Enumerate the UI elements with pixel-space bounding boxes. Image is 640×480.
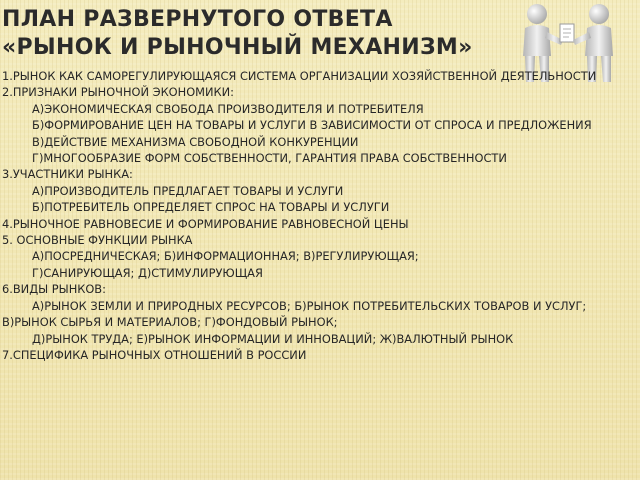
title-line-2: «РЫНОК И РЫНОЧНЫЙ МЕХАНИЗМ» <box>2 35 473 60</box>
plan-subitem-2b: Б)ФОРМИРОВАНИЕ ЦЕН НА ТОВАРЫ И УСЛУГИ В ЗАВИСИМОСТИ ОТ СПРОСА И ПРЕДЛОЖЕНИЯ <box>32 118 592 133</box>
plan-subitem-6a: А)РЫНОК ЗЕМЛИ И ПРИРОДНЫХ РЕСУРСОВ; Б)РЫНОК ПОТРЕБИТЕЛЬСКИХ ТОВАРОВ И УСЛУГ; В)РЫНОК СЫРЬЯ И МАТЕРИАЛОВ; Г)ФОНДОВЫЙ РЫНОК; <box>2 298 587 330</box>
plan-subitem-2a: А)ЭКОНОМИЧЕСКАЯ СВОБОДА ПРОИЗВОДИТЕЛЯ И ПОТРЕБИТЕЛЯ <box>32 101 424 116</box>
plan-item-4: 4.РЫНОЧНОЕ РАВНОВЕСИЕ И ФОРМИРОВАНИЕ РАВНОВЕСНОЙ ЦЕНЫ <box>2 216 409 231</box>
plan-item-2: 2.ПРИЗНАКИ РЫНОЧНОЙ ЭКОНОМИКИ: <box>2 85 234 100</box>
plan-subitem-3b: Б)ПОТРЕБИТЕЛЬ ОПРЕДЕЛЯЕТ СПРОС НА ТОВАРЫ И УСЛУГИ <box>32 200 390 215</box>
plan-subitem-2c: В)ДЕЙСТВИЕ МЕХАНИЗМА СВОБОДНОЙ КОНКУРЕНЦИИ <box>32 134 359 149</box>
title-line-1: ПЛАН РАЗВЕРНУТОГО ОТВЕТА <box>2 7 393 32</box>
plan-subitem-2d: Г)МНОГООБРАЗИЕ ФОРМ СОБСТВЕННОСТИ, ГАРАНТИЯ ПРАВА СОБСТВЕННОСТИ <box>32 151 507 166</box>
plan-subitem-5a: А)ПОСРЕДНИЧЕСКАЯ; Б)ИНФОРМАЦИОННАЯ; В)РЕГУЛИРУЮЩАЯ; <box>32 249 419 264</box>
plan-subitem-3a: А)ПРОИЗВОДИТЕЛЬ ПРЕДЛАГАЕТ ТОВАРЫ И УСЛУГИ <box>32 183 344 198</box>
plan-item-3: 3.УЧАСТНИКИ РЫНКА: <box>2 167 133 182</box>
plan-subitem-6b: Д)РЫНОК ТРУДА; Е)РЫНОК ИНФОРМАЦИИ И ИННОВАЦИЙ; Ж)ВАЛЮТНЫЙ РЫНОК <box>32 331 514 346</box>
plan-item-1: 1.РЫНОК КАК САМОРЕГУЛИРУЮЩАЯСЯ СИСТЕМА ОРГАНИЗАЦИИ ХОЗЯЙСТВЕННОЙ ДЕЯТЕЛЬНОСТИ <box>2 69 597 83</box>
plan-item-6: 6.ВИДЫ РЫНКОВ: <box>2 282 106 297</box>
answer-plan <box>2 68 622 363</box>
plan-item-5: 5. ОСНОВНЫЕ ФУНКЦИИ РЫНКА <box>2 233 193 248</box>
plan-subitem-5b: Г)САНИРУЮЩАЯ; Д)СТИМУЛИРУЮЩАЯ <box>32 265 263 280</box>
plan-item-7: 7.СПЕЦИФИКА РЫНОЧНЫХ ОТНОШЕНИЙ В РОССИИ <box>2 347 307 362</box>
